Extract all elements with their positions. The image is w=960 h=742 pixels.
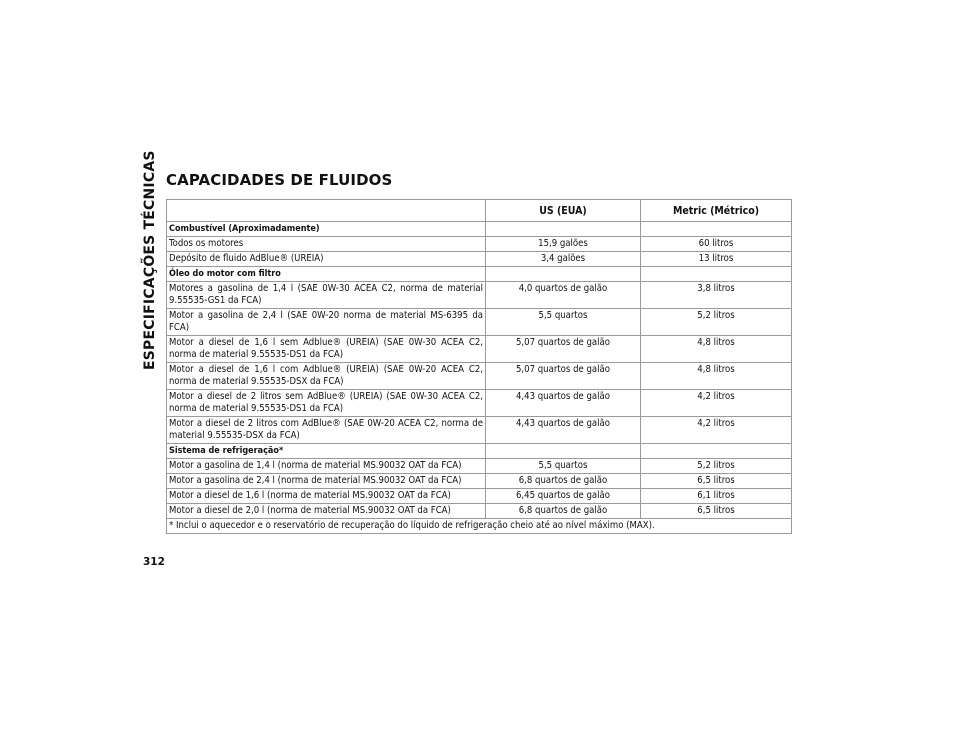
section-row	[167, 444, 792, 459]
table-row	[167, 489, 792, 504]
cell-metric-value: 5,2 litros	[641, 459, 792, 474]
cell-description: Motor a diesel de 2 litros sem AdBlue® (UREIA) (SAE 0W-30 ACEA C2, norma de material 9.55535-DS1 da FCA)	[167, 390, 486, 417]
column-header-description	[167, 200, 486, 222]
table-row	[167, 474, 792, 489]
cell-description: Óleo do motor com filtro	[167, 267, 486, 282]
cell-metric-value: 6,1 litros	[641, 489, 792, 504]
cell-description: Sistema de refrigeração*	[167, 444, 486, 459]
cell-description: Motor a diesel de 1,6 l com Adblue® (UREIA) (SAE 0W-20 ACEA C2, norma de material 9.55535-DSX da FCA)	[167, 363, 486, 390]
page-title: CAPACIDADES DE FLUIDOS	[166, 171, 393, 189]
cell-metric-value	[641, 267, 792, 282]
cell-us-value: 6,45 quartos de galão	[486, 489, 641, 504]
table-row	[167, 252, 792, 267]
cell-description: Motor a gasolina de 2,4 l (SAE 0W-20 norma de material MS-6395 da FCA)	[167, 309, 486, 336]
cell-us-value: 3,4 galões	[486, 252, 641, 267]
section-row	[167, 267, 792, 282]
cell-description: Combustível (Aproximadamente)	[167, 222, 486, 237]
cell-description: Depósito de fluido AdBlue® (UREIA)	[167, 252, 486, 267]
cell-us-value	[486, 444, 641, 459]
cell-description: Motor a gasolina de 2,4 l (norma de material MS.90032 OAT da FCA)	[167, 474, 486, 489]
table-row	[167, 504, 792, 519]
cell-description: Motor a diesel de 1,6 l sem Adblue® (UREIA) (SAE 0W-30 ACEA C2, norma de material 9.55535-DS1 da FCA)	[167, 336, 486, 363]
fluid-capacities-table	[166, 199, 792, 534]
section-side-tab	[141, 150, 161, 370]
section-row	[167, 222, 792, 237]
cell-description: Todos os motores	[167, 237, 486, 252]
cell-us-value: 15,9 galões	[486, 237, 641, 252]
cell-metric-value: 4,8 litros	[641, 363, 792, 390]
table-row	[167, 309, 792, 336]
cell-us-value: 5,07 quartos de galão	[486, 336, 641, 363]
cell-description: Motor a diesel de 2,0 l (norma de material MS.90032 OAT da FCA)	[167, 504, 486, 519]
cell-us-value	[486, 222, 641, 237]
cell-description: Motores a gasolina de 1,4 l (SAE 0W-30 ACEA C2, norma de material 9.55535-GS1 da FCA)	[167, 282, 486, 309]
cell-metric-value	[641, 222, 792, 237]
cell-us-value: 4,0 quartos de galão	[486, 282, 641, 309]
table-row	[167, 390, 792, 417]
cell-us-value: 5,5 quartos	[486, 309, 641, 336]
cell-metric-value: 6,5 litros	[641, 474, 792, 489]
cell-metric-value: 4,2 litros	[641, 390, 792, 417]
cell-metric-value: 4,8 litros	[641, 336, 792, 363]
cell-description: Motor a diesel de 2 litros com AdBlue® (SAE 0W-20 ACEA C2, norma de material 9.55535-DSX da FCA)	[167, 417, 486, 444]
table-body	[167, 222, 792, 534]
cell-metric-value: 13 litros	[641, 252, 792, 267]
footnote-text: * Inclui o aquecedor e o reservatório de recuperação do líquido de refrigeração cheio até ao nível máximo (MAX).	[167, 519, 792, 534]
cell-metric-value: 4,2 litros	[641, 417, 792, 444]
cell-us-value: 4,43 quartos de galão	[486, 417, 641, 444]
cell-description: Motor a diesel de 1,6 l (norma de material MS.90032 OAT da FCA)	[167, 489, 486, 504]
cell-metric-value: 60 litros	[641, 237, 792, 252]
column-header-metric: Metric (Métrico)	[641, 200, 792, 222]
cell-us-value: 5,07 quartos de galão	[486, 363, 641, 390]
table-row	[167, 237, 792, 252]
footnote-row	[167, 519, 792, 534]
table-row	[167, 282, 792, 309]
column-header-us: US (EUA)	[486, 200, 641, 222]
cell-metric-value: 3,8 litros	[641, 282, 792, 309]
cell-us-value: 6,8 quartos de galão	[486, 474, 641, 489]
cell-us-value: 4,43 quartos de galão	[486, 390, 641, 417]
page-number: 312	[143, 556, 165, 568]
cell-metric-value: 5,2 litros	[641, 309, 792, 336]
section-side-tab-label: ESPECIFICAÇÕES TÉCNICAS	[142, 150, 158, 370]
cell-us-value: 6,8 quartos de galão	[486, 504, 641, 519]
cell-us-value	[486, 267, 641, 282]
cell-us-value: 5,5 quartos	[486, 459, 641, 474]
table-row	[167, 459, 792, 474]
cell-metric-value: 6,5 litros	[641, 504, 792, 519]
table-row	[167, 417, 792, 444]
table-row	[167, 363, 792, 390]
cell-description: Motor a gasolina de 1,4 l (norma de material MS.90032 OAT da FCA)	[167, 459, 486, 474]
table-header-row	[167, 200, 792, 222]
cell-metric-value	[641, 444, 792, 459]
table-row	[167, 336, 792, 363]
